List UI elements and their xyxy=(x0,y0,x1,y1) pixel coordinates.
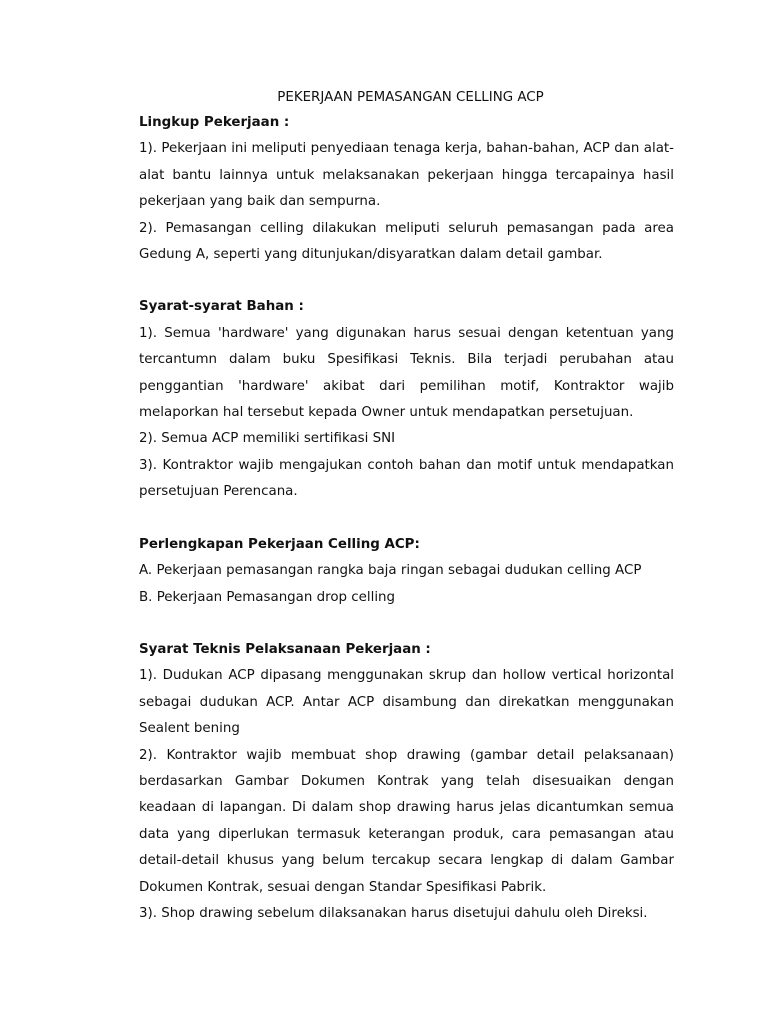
section-syarat-bahan xyxy=(139,294,674,505)
section-lingkup-pekerjaan xyxy=(139,110,674,268)
paragraph: B. Pekerjaan Pemasangan drop celling xyxy=(139,589,396,605)
paragraph: 3). Shop drawing sebelum dilaksanakan harus disetujui dahulu oleh Direksi. xyxy=(139,905,648,921)
section-heading: Perlengkapan Pekerjaan Celling ACP: xyxy=(139,536,420,552)
section-heading: Syarat Teknis Pelaksanaan Pekerjaan : xyxy=(139,641,431,657)
paragraph: 2). Pemasangan celling dilakukan meliputi seluruh pemasangan pada area Gedung A, seperti yang ditunjukan/disyaratkan dalam detail gambar. xyxy=(139,220,674,263)
section-heading: Lingkup Pekerjaan : xyxy=(139,115,290,130)
paragraph: 1). Dudukan ACP dipasang menggunakan skrup dan hollow vertical horizontal sebagai dudukan ACP. Antar ACP disambung dan direkatkan menggunakan Sealent bening xyxy=(139,668,674,737)
paragraph: 2). Semua ACP memiliki sertifikasi SNI xyxy=(139,431,396,447)
paragraph: A. Pekerjaan pemasangan rangka baja ringan sebagai dudukan celling ACP xyxy=(139,563,642,579)
document-page xyxy=(139,88,674,927)
paragraph: 1). Pekerjaan ini meliputi penyediaan tenaga kerja, bahan-bahan, ACP dan alat-alat bantu lainnya untuk melaksanakan pekerjaan hingga tercapainya hasil pekerjaan yang baik dan sempurna. xyxy=(139,141,674,210)
section-perlengkapan-pekerjaan xyxy=(139,532,674,611)
document-title: PEKERJAAN PEMASANGAN CELLING ACP xyxy=(277,90,544,105)
paragraph: 2). Kontraktor wajib membuat shop drawing (gambar detail pelaksanaan) berdasarkan Gambar Dokumen Kontrak yang telah disesuaikan dengan keadaan di lapangan. Di dalam shop drawing harus jelas dicantumkan semua data yang diperlukan termasuk keterangan produk, cara pemasangan atau detail-detail khusus yang belum tercakup secara lengkap di dalam Gambar Dokumen Kontrak, sesuai dengan Standar Spesifikasi Pabrik. xyxy=(139,747,674,895)
paragraph: 1). Semua 'hardware' yang digunakan harus sesuai dengan ketentuan yang tercantumn dalam buku Spesifikasi Teknis. Bila terjadi perubahan atau penggantian 'hardware' akibat dari pemilihan motif, Kontraktor wajib melaporkan hal tersebut kepada Owner untuk mendapatkan persetujuan. xyxy=(139,325,674,421)
paragraph: 3). Kontraktor wajib mengajukan contoh bahan dan motif untuk mendapatkan persetujuan Perencana. xyxy=(139,457,674,500)
section-heading: Syarat-syarat Bahan : xyxy=(139,299,304,315)
section-syarat-teknis xyxy=(139,637,674,927)
